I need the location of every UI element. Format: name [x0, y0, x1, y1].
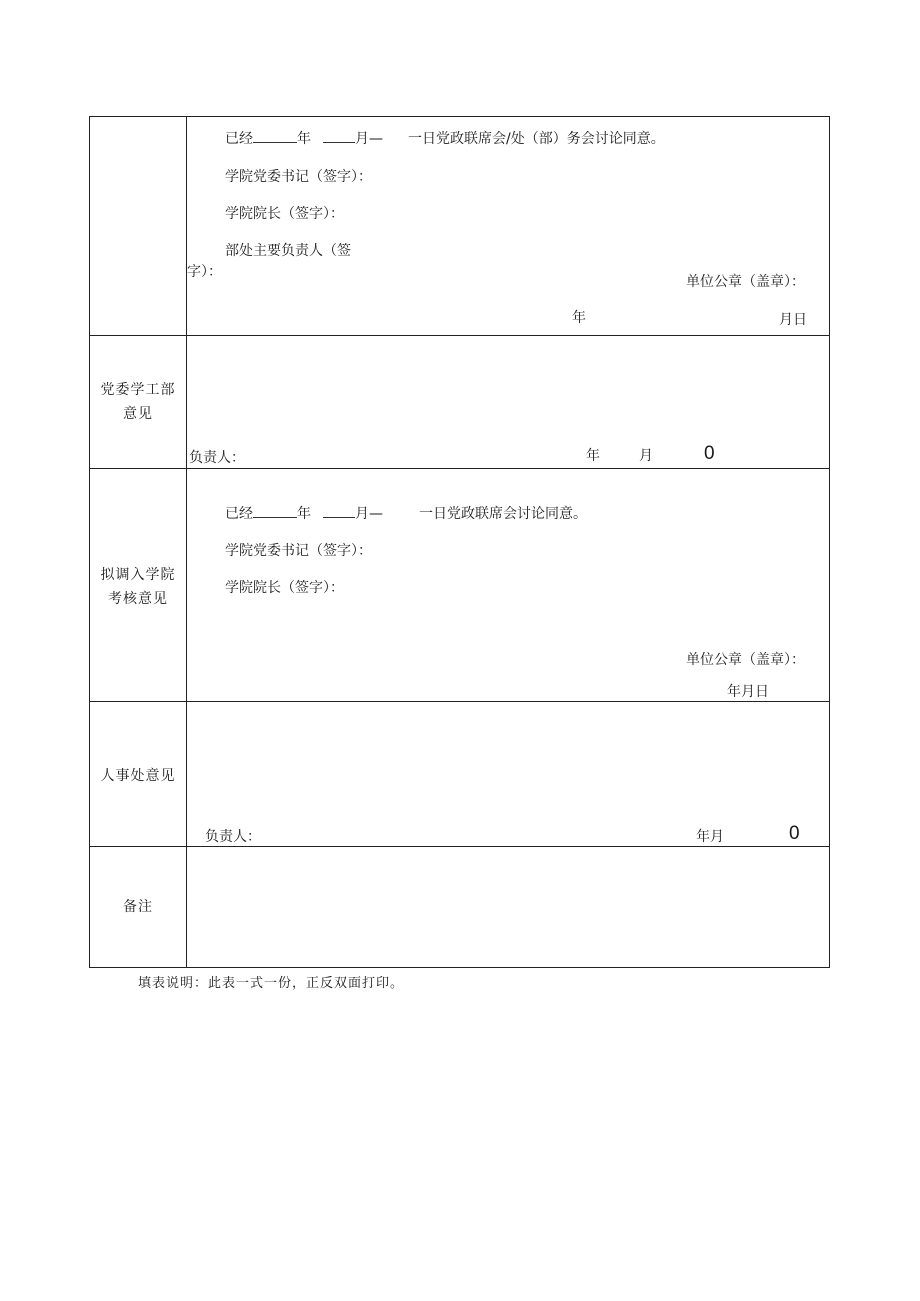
- year-text: 年: [297, 131, 311, 147]
- student-affairs-label-1: 党委学工部: [100, 382, 176, 398]
- month-blank[interactable]: [323, 130, 355, 143]
- dean-signature: 学院院长（签字）：: [225, 206, 344, 222]
- receiving-college-label-1: 拟调入学院: [100, 567, 176, 583]
- date-year: 年: [572, 310, 586, 326]
- remarks-label: 备注: [123, 899, 153, 915]
- year-text: 年: [297, 506, 311, 522]
- unit-seal: 单位公章（盖章）：: [686, 652, 805, 668]
- date-day: 0: [789, 823, 800, 844]
- student-affairs-label-cell: [90, 336, 187, 468]
- unit-approval-row: [89, 116, 830, 335]
- department-head-signature-b: 字）：: [187, 264, 222, 280]
- month-blank[interactable]: [323, 505, 355, 518]
- year-blank[interactable]: [253, 505, 297, 518]
- date-year: 年: [586, 448, 600, 464]
- unit-seal: 单位公章（盖章）：: [686, 274, 805, 290]
- meeting-prefix: 已经: [225, 131, 253, 147]
- date-month: 月: [639, 448, 653, 464]
- student-affairs-row: [89, 335, 830, 468]
- month-text: 月—: [355, 506, 383, 522]
- remarks-row: [89, 846, 830, 968]
- student-affairs-label-2: 意见: [123, 406, 153, 422]
- receiving-college-label-cell: [90, 469, 187, 701]
- receiving-college-label-2: 考核意见: [108, 591, 168, 607]
- responsible-person: 负责人：: [205, 829, 261, 845]
- date-day: 0: [704, 443, 715, 464]
- date-month-day: 月日: [779, 312, 807, 328]
- date-year-month: 年月: [696, 829, 724, 845]
- party-secretary-signature: 学院党委书记（签字）：: [225, 169, 372, 185]
- responsible-person: 负责人：: [189, 450, 245, 466]
- department-head-signature-a: 部处主要负责人（签: [225, 243, 351, 259]
- transfer-approval-form: [89, 116, 830, 968]
- hr-row: [89, 701, 830, 846]
- footer-note: 填表说明：此表一式一份，正反双面打印。: [138, 976, 405, 991]
- month-text: 月—: [355, 131, 383, 147]
- date: 年月日: [727, 684, 769, 700]
- meeting-prefix: 已经: [225, 506, 253, 522]
- meeting-approval-line: [225, 130, 383, 148]
- hr-label-cell: [90, 702, 187, 846]
- dean-signature: 学院院长（签字）：: [225, 580, 344, 596]
- unit-approval-label-cell: [90, 117, 187, 335]
- year-blank[interactable]: [253, 130, 297, 143]
- hr-label: 人事处意见: [100, 768, 176, 784]
- remarks-label-cell: [90, 847, 187, 967]
- party-secretary-signature: 学院党委书记（签字）：: [225, 543, 372, 559]
- meeting-approval-suffix: 一日党政联席会/处（部）务会讨论同意。: [408, 131, 665, 147]
- meeting-approval-line: [225, 505, 383, 523]
- receiving-college-row: [89, 468, 830, 701]
- meeting-approval-suffix: 一日党政联席会讨论同意。: [419, 506, 587, 522]
